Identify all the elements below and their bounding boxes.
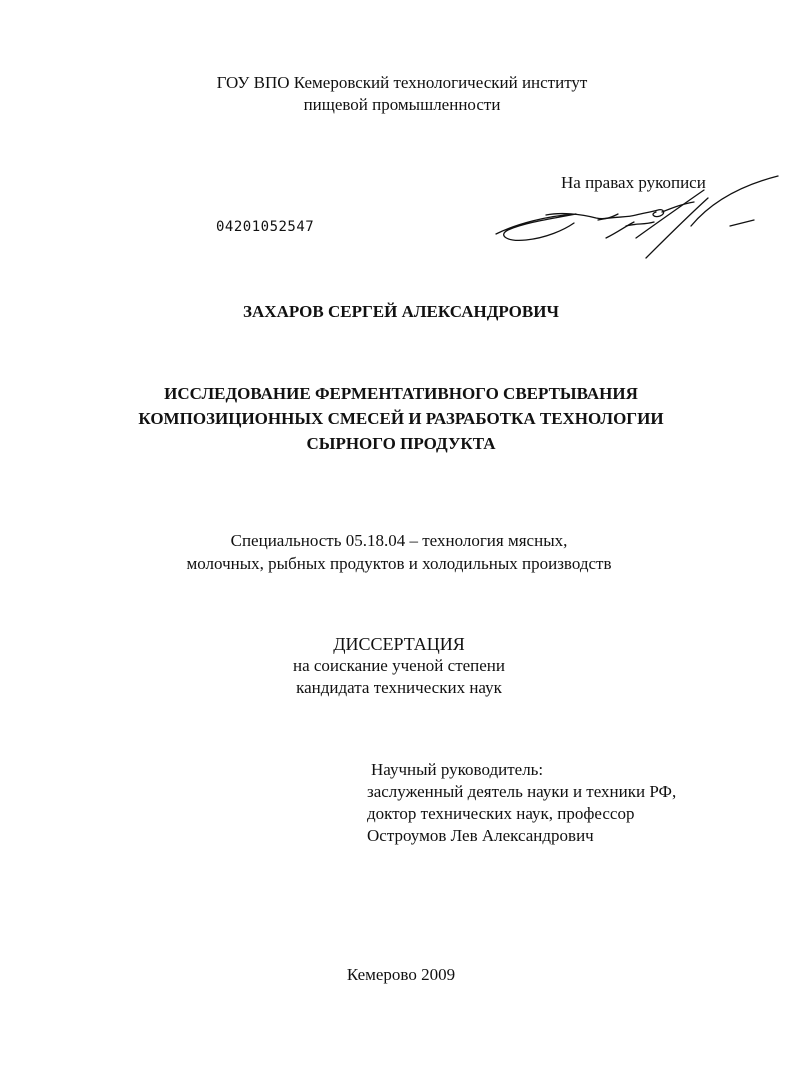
institution-header [5, 72, 794, 116]
supervisor-title-line-2: доктор технических наук, профессор [367, 804, 635, 823]
supervisor-label: Научный руководитель: [371, 760, 544, 779]
degree-block [2, 633, 794, 699]
handwritten-signature [486, 168, 786, 268]
institution-line-2: пищевой промышленности [303, 95, 501, 114]
degree-line-2: кандидата технических наук [296, 678, 502, 697]
thesis-title [4, 381, 794, 456]
author-name-text: ЗАХАРОВ СЕРГЕЙ АЛЕКСАНДРОВИЧ [243, 302, 559, 321]
author-name [4, 301, 794, 323]
title-line-2: КОМПОЗИЦИОННЫХ СМЕСЕЙ И РАЗРАБОТКА ТЕХНОЛОГИИ [138, 409, 664, 428]
supervisor-title-line-1: заслуженный деятель науки и техники РФ, [367, 782, 677, 801]
dissertation-heading: ДИССЕРТАЦИЯ [333, 634, 465, 654]
specialty-line-1: Специальность 05.18.04 – технология мясных, [230, 531, 568, 550]
supervisor-block [367, 759, 676, 847]
city-year-footer [4, 964, 794, 986]
title-line-3: СЫРНОГО ПРОДУКТА [306, 434, 496, 453]
supervisor-name: Остроумов Лев Александрович [367, 826, 594, 845]
degree-line-1: на соискание ученой степени [292, 656, 506, 675]
manuscript-rights-note: На правах рукописи [561, 173, 706, 192]
specialty-block [2, 529, 794, 575]
document-code: 04201052547 [216, 219, 315, 235]
specialty-line-2: молочных, рыбных продуктов и холодильных производств [186, 554, 612, 573]
city-year-text: Кемерово 2009 [346, 965, 456, 984]
institution-line-1: ГОУ ВПО Кемеровский технологический институт [216, 73, 588, 92]
title-line-1: ИССЛЕДОВАНИЕ ФЕРМЕНТАТИВНОГО СВЕРТЫВАНИЯ [164, 384, 638, 403]
